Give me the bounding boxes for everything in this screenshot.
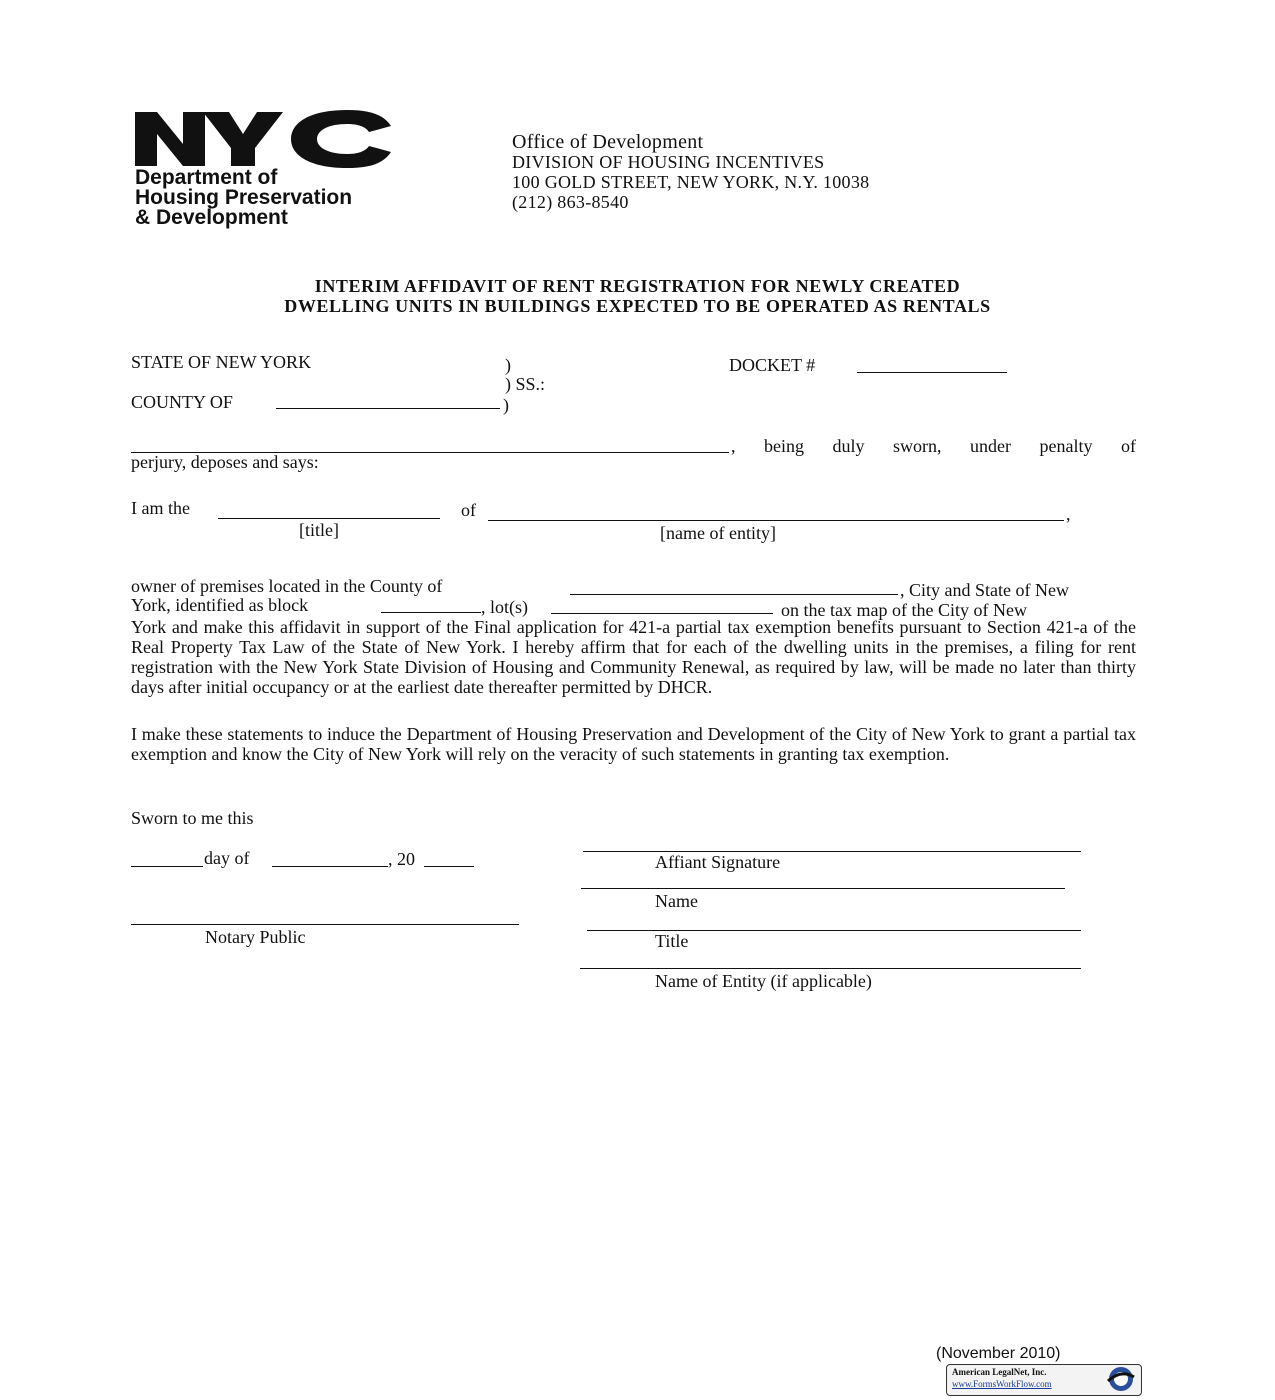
entity-line[interactable] <box>580 968 1081 969</box>
city-state-text: , City and State of New <box>900 580 1069 600</box>
entity-name-field[interactable] <box>488 520 1064 521</box>
lots-label: , lot(s) <box>481 597 528 617</box>
notary-signature-line[interactable] <box>131 924 519 925</box>
paragraph-inducement: I make these statements to induce the Department of Housing Preservation and Development of the City of New York to grant a partial tax exemption and know the City of New York will rely on the veracity of such statements in granting tax exemption. <box>131 724 1136 764</box>
office-address <box>512 132 869 212</box>
name-label: Name <box>655 891 698 911</box>
year-prefix: , 20 <box>388 849 415 869</box>
publisher-url[interactable]: www.FormsWorkFlow.com <box>952 1379 1052 1389</box>
of-label: of <box>461 500 476 520</box>
form-title-line-1: INTERIM AFFIDAVIT OF RENT REGISTRATION FOR NEWLY CREATED <box>314 276 961 296</box>
name-line[interactable] <box>581 888 1065 889</box>
block-field[interactable] <box>381 612 481 613</box>
title-caption: [title] <box>299 520 339 540</box>
month-field[interactable] <box>272 866 388 867</box>
lots-field[interactable] <box>551 613 773 614</box>
entity-caption: [name of entity] <box>660 523 776 543</box>
block-label: York, identified as block <box>131 595 309 615</box>
office-street: 100 GOLD STREET, NEW YORK, N.Y. 10038 <box>512 172 870 192</box>
docket-label: DOCKET # <box>729 355 816 375</box>
office-name: Office of Development <box>512 131 704 153</box>
affiant-label: Affiant Signature <box>655 852 781 872</box>
department-line-1: Department of <box>135 166 278 189</box>
premises-county-field[interactable] <box>570 594 898 595</box>
oath-text: , being duly sworn, under penalty of <box>731 436 1136 456</box>
county-of-premises-label: owner of premises located in the County of <box>131 576 443 596</box>
department-name <box>135 168 352 228</box>
state-label: STATE OF NEW YORK <box>131 352 312 372</box>
day-of-label: day of <box>204 848 250 868</box>
day-field[interactable] <box>131 866 203 867</box>
form-title <box>0 276 1275 316</box>
title-field[interactable] <box>218 518 440 519</box>
department-line-2: Housing Preservation <box>135 186 353 209</box>
venue-paren-1: ) <box>505 355 511 375</box>
entity-comma: , <box>1066 504 1071 524</box>
notary-label: Notary Public <box>205 927 306 947</box>
department-line-3: & Development <box>135 206 288 229</box>
county-field[interactable] <box>276 408 500 409</box>
perjury-text: perjury, deposes and says: <box>131 452 319 472</box>
publisher-logo-icon <box>1104 1365 1138 1393</box>
nyc-logo <box>133 108 395 170</box>
revision-date: (November 2010) <box>936 1345 1061 1362</box>
form-title-line-2: DWELLING UNITS IN BUILDINGS EXPECTED TO BE OPERATED AS RENTALS <box>284 296 991 316</box>
docket-field[interactable] <box>857 372 1007 373</box>
paragraph-affirmation: York and make this affidavit in support of the Final application for 421-a partial tax exemption benefits pursuant to Section 421-a of the Real Property Tax Law of the State of New York. I hereby affirm that for each of the dwelling units in the premises, a filing for rent registration with the New York State Division of Housing and Community Renewal, as required by law, will be made no later than thirty days after initial occupancy or at the earliest date thereafter permitted by DHCR. <box>131 617 1136 697</box>
year-field[interactable] <box>424 866 474 867</box>
tax-map-text: on the tax map of the City of New <box>781 600 1027 620</box>
title-label: Title <box>655 931 689 951</box>
i-am-label: I am the <box>131 498 190 518</box>
office-division: DIVISION OF HOUSING INCENTIVES <box>512 152 825 172</box>
county-label: COUNTY OF <box>131 392 233 412</box>
publisher-name: American LegalNet, Inc. <box>952 1367 1047 1377</box>
sworn-label: Sworn to me this <box>131 808 254 828</box>
venue-ss: ) SS.: <box>505 374 546 394</box>
venue-paren-3: ) <box>503 395 509 415</box>
entity-label: Name of Entity (if applicable) <box>655 971 872 991</box>
office-phone: (212) 863-8540 <box>512 192 629 212</box>
